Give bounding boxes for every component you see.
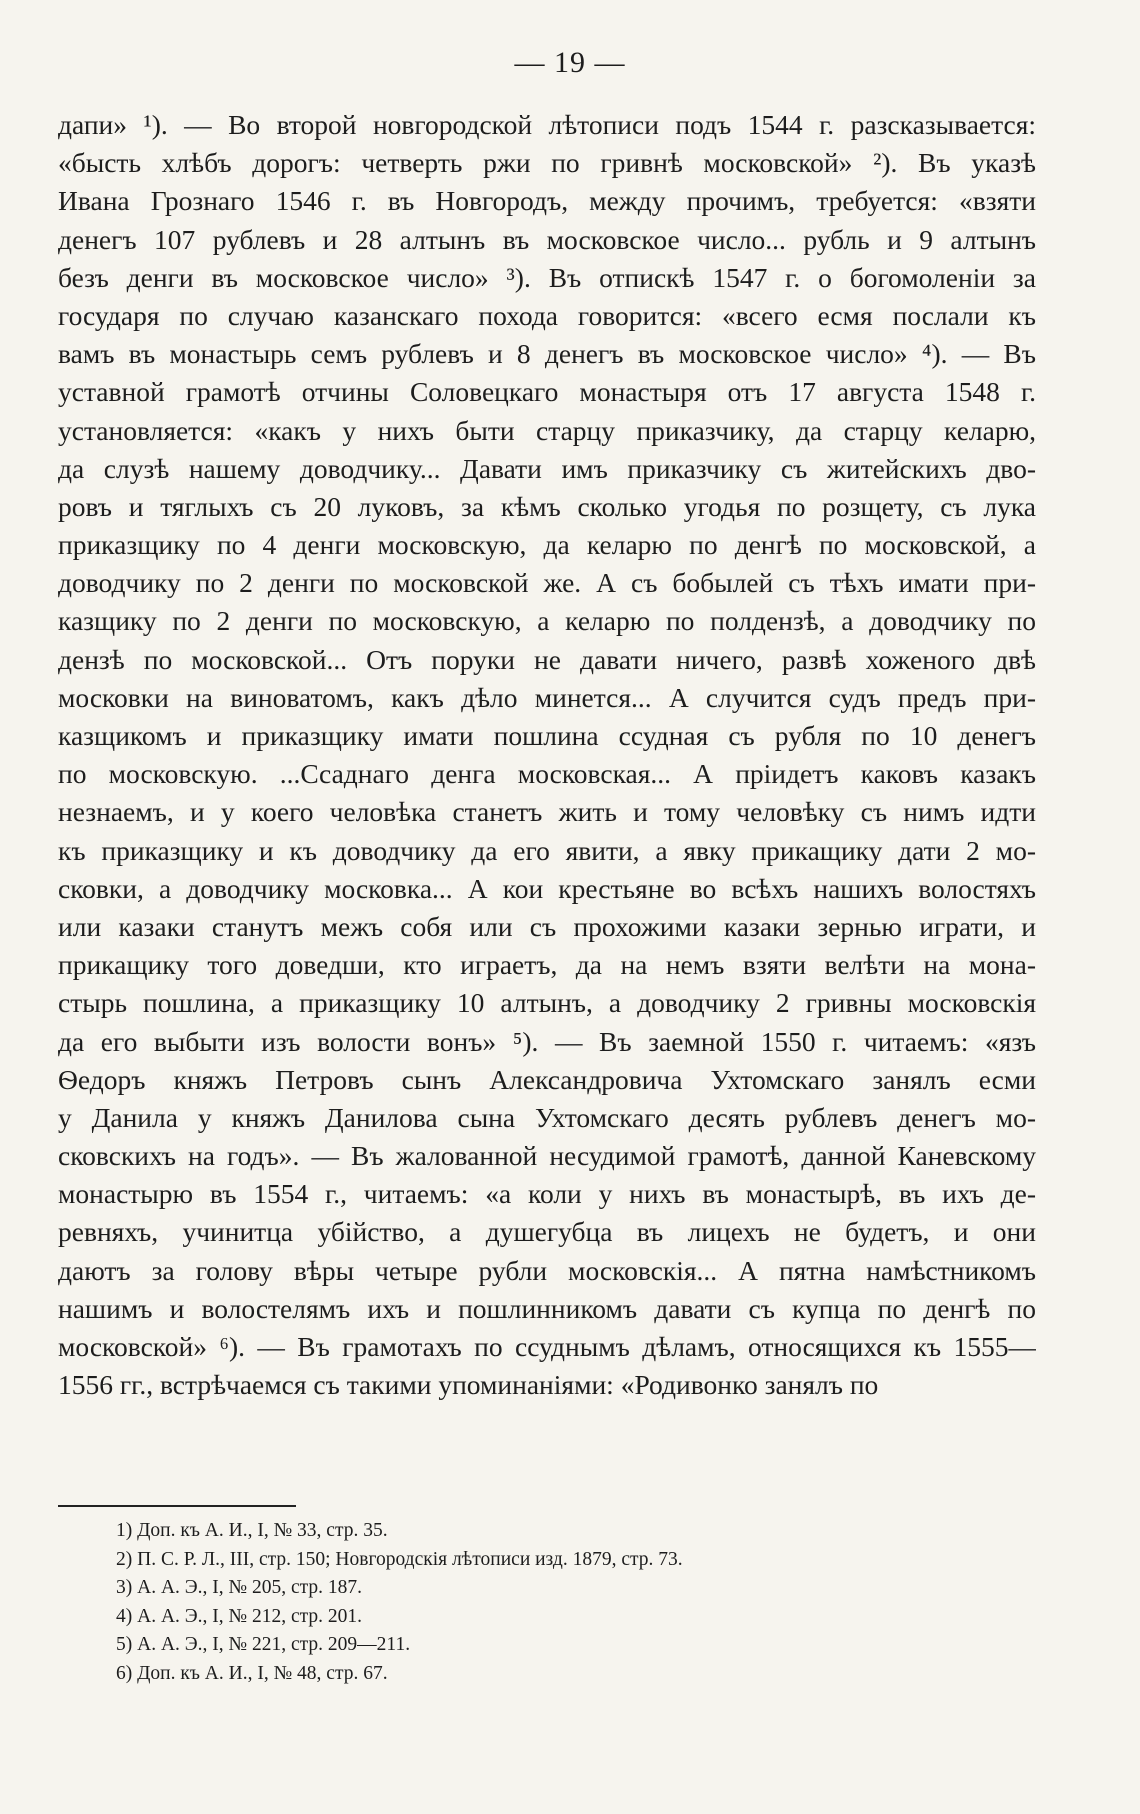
text-line: 1556 гг., встрѣчаемся съ такими упоминаніями: «Родивонко занялъ по <box>58 1369 879 1401</box>
text-line: сковскихъ на годъ». — Въ жалованной несудимой грамотѣ, данной Каневскому <box>58 1140 1036 1172</box>
footnote: 6) Доп. къ А. И., I, № 48, стр. 67. <box>116 1662 388 1684</box>
text-line: дапи» ¹). — Во второй новгородской лѣтописи подъ 1544 г. разсказывается: <box>58 109 1036 140</box>
text-line: нашимъ и волостелямъ ихъ и пошлинникомъ давати съ купца по денгѣ по <box>58 1292 1036 1324</box>
body-text <box>58 106 1036 1404</box>
footnote: 1) Доп. къ А. И., I, № 33, стр. 35. <box>116 1520 388 1541</box>
text-line: стырь пошлина, а приказщику 10 алтынъ, а доводчику 2 гривны московскія <box>58 987 1036 1019</box>
footnotes <box>116 1517 1016 1689</box>
text-line: денегъ 107 рублевъ и 28 алтынъ въ московское число... рубль и 9 алтынъ <box>58 223 1036 255</box>
text-line: къ приказщику и къ доводчику да его явити, а явку прикащику дати 2 мо- <box>58 834 1036 866</box>
text-line: незнаемъ, и у коего человѣка станетъ жить и тому человѣку съ нимъ идти <box>58 796 1036 828</box>
text-line: сковки, а доводчику московка... А кои крестьяне во всѣхъ нашихъ волостяхъ <box>58 872 1036 904</box>
text-line: ровъ и тяглыхъ съ 20 луковъ, за кѣмъ сколько угодья по розщету, съ лука <box>58 490 1036 522</box>
text-line: даютъ за голову вѣры четыре рубли московскія... А пятна намѣстникомъ <box>58 1254 1036 1286</box>
text-line: «бысть хлѣбъ дорогъ: четверть ржи по гривнѣ московской» ²). Въ указѣ <box>58 147 1036 179</box>
text-line: установляется: «какъ у нихъ быти старцу приказчику, да старцу келарю, <box>58 414 1036 446</box>
text-line: безъ денги въ московское число» ³). Въ отпискѣ 1547 г. о богомоленіи за <box>58 261 1036 293</box>
text-line: вамъ въ монастырь семъ рублевъ и 8 денегъ въ московское число» ⁴). — Въ <box>58 338 1036 370</box>
text-line: доводчику по 2 денги по московской же. А съ бобылей съ тѣхъ имати при- <box>58 567 1036 599</box>
text-line: московской» ⁶). — Въ грамотахъ по ссуднымъ дѣламъ, относящихся къ 1555— <box>58 1331 1036 1362</box>
text-line: московки на виноватомъ, какъ дѣло минется... А случится судъ предъ при- <box>58 681 1036 713</box>
text-line: или казаки станутъ межъ собя или съ прохожими казаки зернью играти, и <box>58 910 1036 942</box>
text-line: по московскую. ...Ссаднаго денга московская... А пріидетъ каковъ казакъ <box>58 758 1036 790</box>
footnote: 2) П. С. Р. Л., III, стр. 150; Новгородскія лѣтописи изд. 1879, стр. 73. <box>116 1548 683 1570</box>
page-number: — 19 — <box>514 46 626 79</box>
footnote: 3) А. А. Э., I, № 205, стр. 187. <box>116 1577 363 1599</box>
text-line: государя по случаю казанскаго похода говорится: «всего есмя послали къ <box>58 299 1036 331</box>
text-line: прикащику того доведши, кто играетъ, да на немъ взяти велѣти на мона- <box>58 949 1036 981</box>
text-line: монастырю въ 1554 г., читаемъ: «а коли у нихъ въ монастырѣ, въ ихъ де- <box>58 1178 1036 1210</box>
text-line: казщику по 2 денги по московскую, а келарю по полдензѣ, а доводчику по <box>58 605 1036 637</box>
text-line: ревняхъ, учинитца убійство, а душегубца въ лицехъ не будетъ, и они <box>58 1216 1036 1248</box>
text-line: Ивана Грознаго 1546 г. въ Новгородъ, между прочимъ, требуется: «взяти <box>58 185 1036 217</box>
text-line: казщикомъ и приказщику имати пошлина ссудная съ рубля по 10 денегъ <box>58 720 1036 751</box>
text-line: дензѣ по московской... Отъ поруки не давати ничего, развѣ хоженого двѣ <box>58 643 1036 675</box>
text-line: уставной грамотѣ отчины Соловецкаго монастыря отъ 17 августа 1548 г. <box>58 376 1036 408</box>
text-line: да слузѣ нашему доводчику... Давати имъ приказчику съ житейскихъ дво- <box>58 452 1036 484</box>
text-line: приказщику по 4 денги московскую, да келарю по денгѣ по московской, а <box>58 529 1036 561</box>
text-line: да его выбыти изъ волости вонъ» ⁵). — Въ заемной 1550 г. читаемъ: «язъ <box>58 1025 1036 1057</box>
footnote-divider <box>58 1505 296 1507</box>
text-line: у Данила у княжъ Данилова сына Ухтомскаго десять рублевъ денегъ мо- <box>58 1101 1036 1133</box>
footnote: 4) А. А. Э., I, № 212, стр. 201. <box>116 1605 363 1627</box>
text-line: Ѳедоръ княжъ Петровъ сынъ Александровича Ухтомскаго занялъ есми <box>58 1063 1036 1095</box>
footnote: 5) А. А. Э., I, № 221, стр. 209—211. <box>116 1634 411 1656</box>
